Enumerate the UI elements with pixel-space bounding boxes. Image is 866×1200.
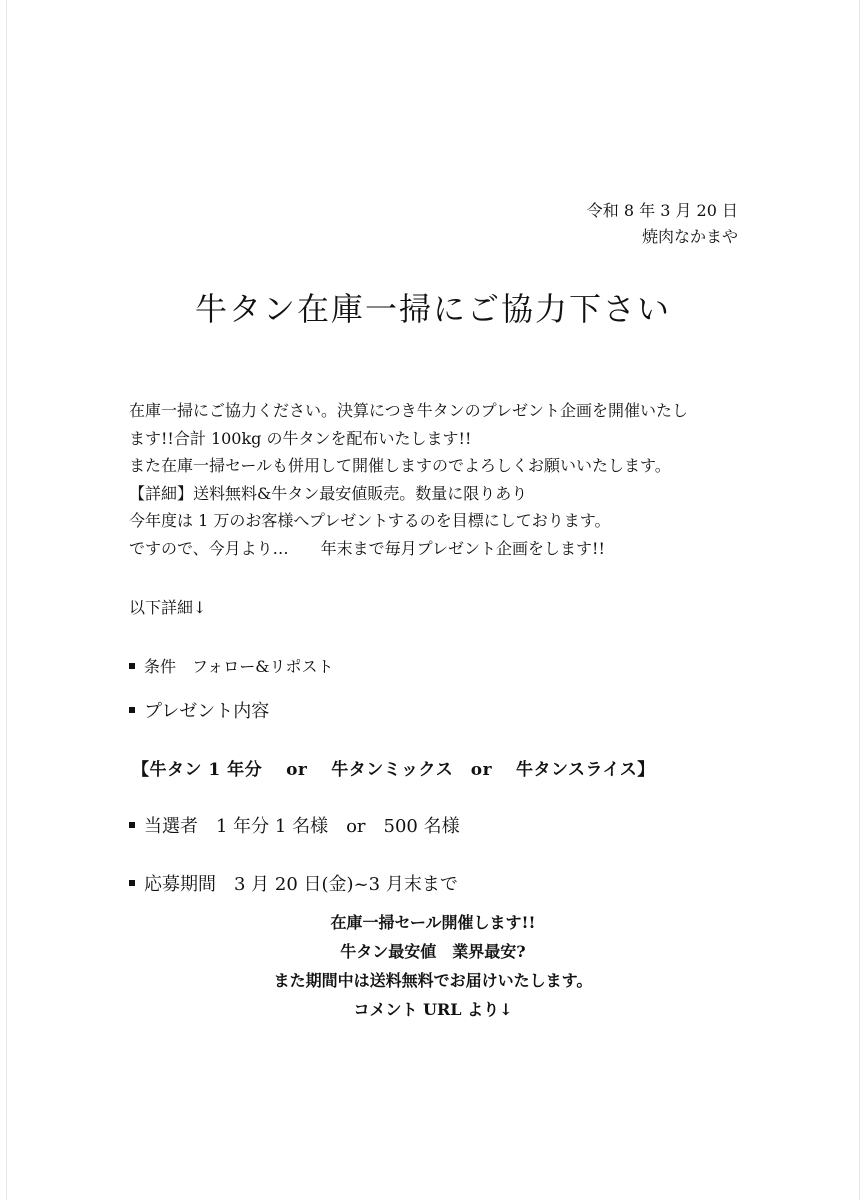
square-bullet-icon — [129, 663, 135, 669]
details-heading: 以下詳細↓ — [129, 598, 207, 617]
page-title: 牛タン在庫一掃にご協力下さい — [194, 290, 671, 328]
footer-line: コメント URL より↓ — [353, 1000, 513, 1019]
winners-text: 当選者 1 年分 1 名様 or 500 名様 — [144, 816, 460, 837]
body-line: 在庫一掃にご協力ください。決算につき牛タンのプレゼント企画を開催いたし — [129, 401, 689, 420]
condition-text: 条件 フォロー&リポスト — [144, 657, 334, 676]
footer-line: 在庫一掃セール開催します!! — [330, 913, 536, 932]
bullet-period — [129, 870, 458, 896]
body-line: 今年度は 1 万のお客様へプレゼントするのを目標にしております。 — [129, 511, 611, 530]
body-line: ます!!合計 100kg の牛タンを配布いたします!! — [129, 428, 472, 448]
period-text: 応募期間 3 月 20 日(金)~3 月末まで — [144, 874, 458, 895]
body-line: 【詳細】送料無料&牛タン最安値販売。数量に限りあり — [129, 483, 528, 503]
prize-options: 【牛タン 1 年分 or 牛タンミックス or 牛タンスライス】 — [132, 760, 655, 780]
bullet-condition — [129, 654, 333, 677]
body-paragraph — [129, 397, 749, 562]
square-bullet-icon — [129, 822, 135, 828]
square-bullet-icon — [129, 707, 135, 713]
body-line: ですので、今月より… 年末まで毎月プレゼント企画をします!! — [129, 538, 605, 558]
prize-text: プレゼント内容 — [144, 701, 270, 722]
document-header — [587, 198, 738, 250]
bullet-prize — [129, 697, 269, 723]
footer-line: また期間中は送料無料でお届けいたします。 — [273, 971, 593, 990]
footer-line: 牛タン最安値 業界最安? — [340, 942, 526, 961]
square-bullet-icon — [129, 880, 135, 886]
issue-date: 令和 8 年 3 月 20 日 — [586, 201, 738, 220]
footer-announcement — [0, 908, 866, 1024]
body-line: また在庫一掃セールも併用して開催しますのでよろしくお願いいたします。 — [129, 456, 671, 475]
bullet-winners — [129, 812, 460, 838]
shop-name: 焼肉なかまや — [641, 227, 738, 246]
